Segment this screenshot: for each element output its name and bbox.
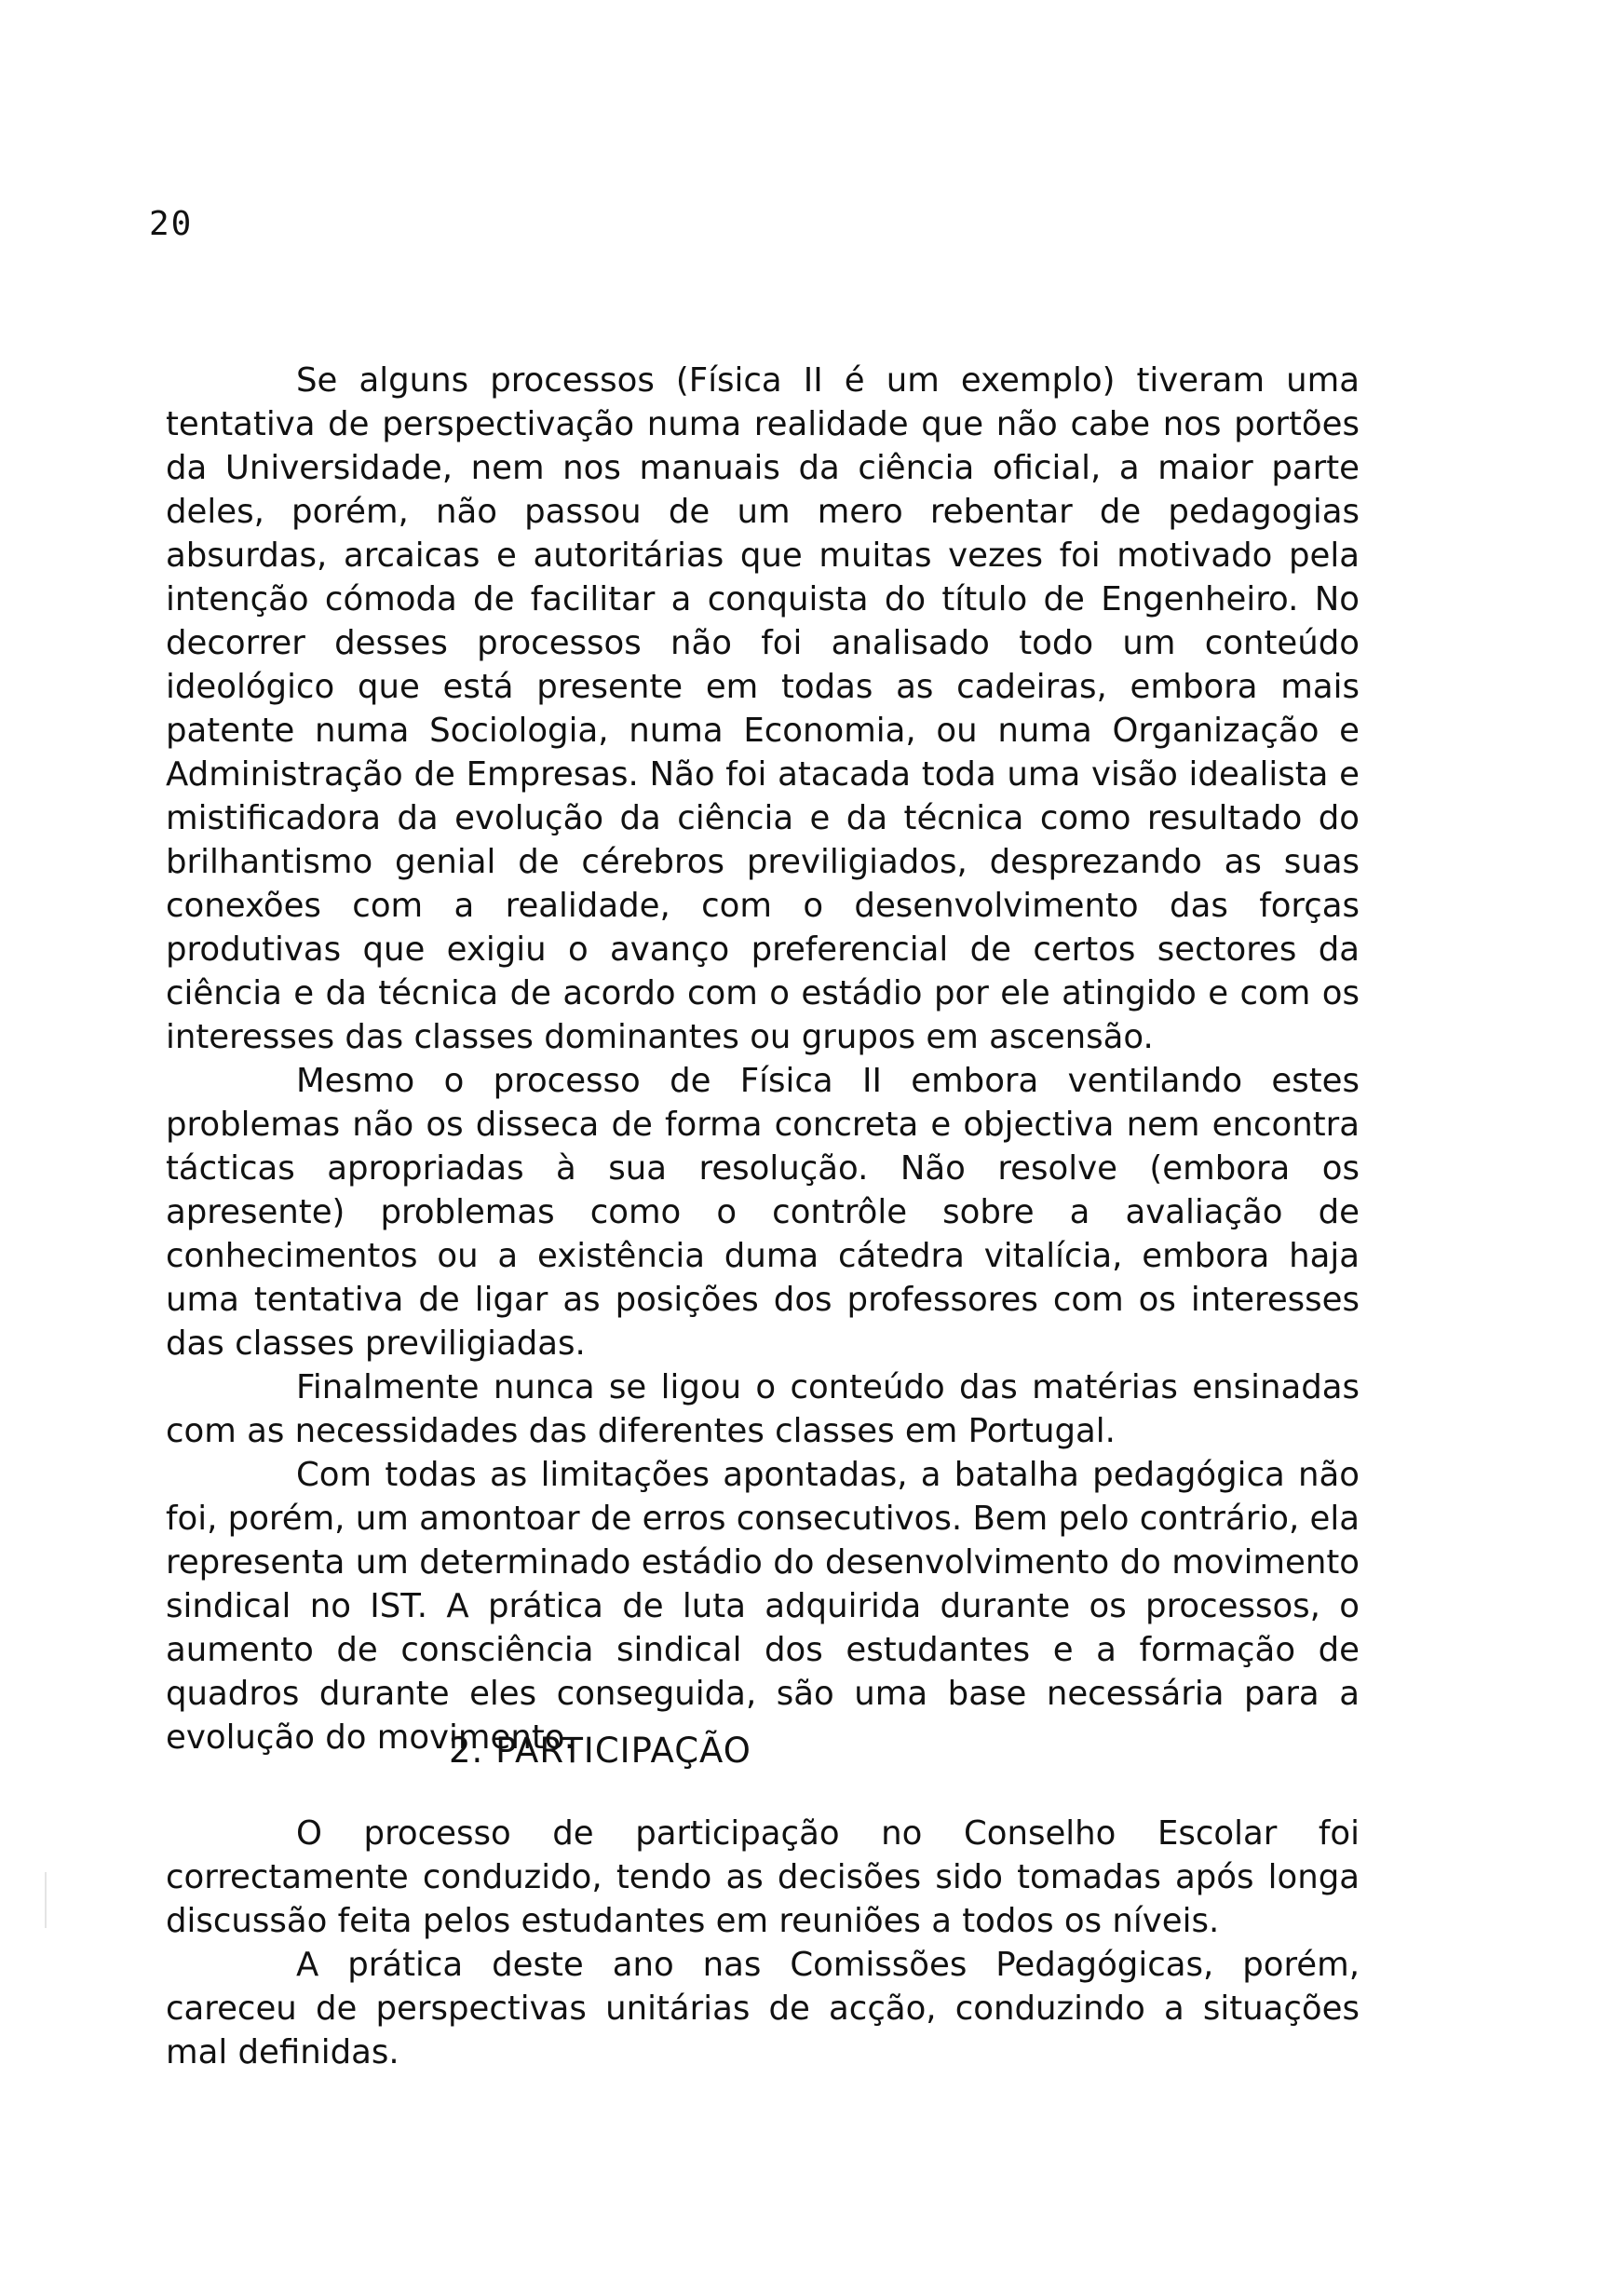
paragraph: Finalmente nunca se ligou o conteúdo das matérias ensinadas com as necessidades das diferentes classes em Portugal. (166, 1368, 1360, 1450)
paragraph: Com todas as limitações apontadas, a batalha pedagógica não foi, porém, um amontoar de erros consecutivos. Bem pelo contrário, ela representa um determinado estádio do desenvolvimento do movimento sindical no IST. A prática de luta adquirida durante os processos, o aumento de consciência sindical dos estudantes e a formação de quadros durante eles conseguida, são uma base necessária para a evolução do movimento. (166, 1456, 1360, 1757)
paragraph: Se alguns processos (Física II é um exemplo) tiveram uma tentativa de perspectivação numa realidade que não cabe nos portões da Universidade, nem nos manuais da ciência oficial, a maior parte deles, porém, não passou de um mero rebentar de pedagogias absurdas, arcaicas e autoritárias que muitas vezes foi motivado pela intenção cómoda de facilitar a conquista do título de Engenheiro. No decorrer desses processos não foi analisado todo um conteúdo ideológico que está presente em todas as cadeiras, embora mais patente numa Sociologia, numa Economia, ou numa Organização e Administração de Empresas. Não foi atacada toda uma visão idealista e mistificadora da evolução da ciência e da técnica como resultado do brilhantismo genial de cérebros previligiados, desprezando as suas conexões com a realidade, com o desenvolvimento das forças produtivas que exigiu o avanço preferencial de certos sectores da ciência e da técnica de acordo com o estádio por ele atingido e com os interesses das classes dominantes ou grupos em ascensão. (166, 361, 1360, 1056)
section-2-body (166, 1812, 1360, 2074)
page-number: 20 (149, 205, 194, 243)
section-1-body (166, 359, 1360, 1759)
paragraph: Mesmo o processo de Física II embora ventilando estes problemas não os disseca de forma concreta e objectiva nem encontra tácticas apropriadas à sua resolução. Não resolve (embora os apresente) problemas como o contrôle sobre a avaliação de conhecimentos ou a existência duma cátedra vitalícia, embora haja uma tentativa de ligar as posições dos professores com os interesses das classes previligiadas. (166, 1062, 1360, 1363)
section-heading: 2. PARTICIPAÇÃO (449, 1731, 751, 1771)
paragraph: O processo de participação no Conselho Escolar foi correctamente conduzido, tendo as decisões sido tomadas após longa discussão feita pelos estudantes em reuniões a todos os níveis. (166, 1814, 1360, 1940)
scan-artifact (45, 1872, 47, 1928)
paragraph: A prática deste ano nas Comissões Pedagógicas, porém, careceu de perspectivas unitárias de acção, conduzindo a situações mal definidas. (166, 1946, 1360, 2071)
